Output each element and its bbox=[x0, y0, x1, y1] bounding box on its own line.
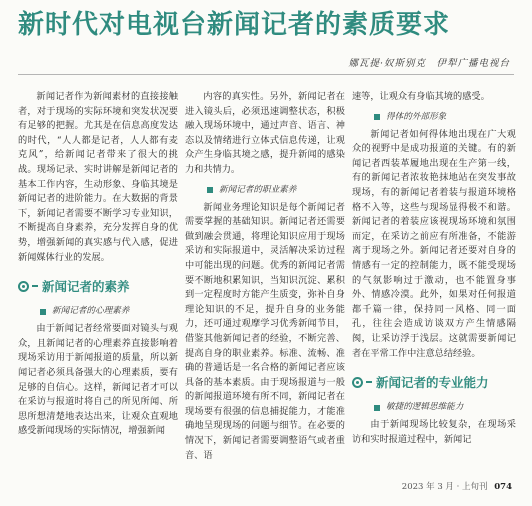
page-footer bbox=[402, 480, 512, 494]
column-1 bbox=[18, 90, 178, 439]
subheading-label: 新闻记者的心理素养 bbox=[52, 306, 130, 317]
section-dash-icon bbox=[366, 381, 372, 383]
intro-paragraph: 新闻记者作为新闻素材的直接接触者，对于现场的实际环境和突发状况要有足够的把握。尤其是在信息高度发达的时代，“人人都是记者，人人都有麦克风”，给新闻记者带来了很大的挑战。现场记录、实时讲解是新闻记者的基本工作内容，生动形象、身临其境是新闻记者的进阶能力。在大数据的背景下，新闻记者需要不断学习专业知识，不断提高自身素养，充分发挥自身的优势，增强新闻的真实感与代入感，促进新闻媒体行业的发展。 bbox=[18, 91, 178, 263]
continued-paragraph: 内容的真实性。另外，新闻记者在进入镜头后，必须迅速调整状态，积极融入现场环境中，通过声音、语言、神态以及情绪进行立体式信息传递，让观众产生身临其境之感，提升新闻的感染力和共情力。 bbox=[185, 91, 345, 175]
subheading-psychological bbox=[40, 305, 178, 318]
appearance-paragraph: 新闻记者如何得体地出现在广大观众的视野中是成功报道的关键。有的新闻记者西装革履地出现在生产第一线，有的新闻记者浓妆艳抹地站在突发事故现场，有的新闻记者着装与报道环境格格不入等，这些与现场显得极不和谐。新闻记者的着装应该视现场环境和氛围而定，在采访之前应有所准备，不能游离于现场之外。新闻记者还要对自身的情感有一定的控制能力，既不能受现场的气氛影响过于激动，也不能置身事外、情感冷漠。此外，如果对任何报道都千篇一律，保持同一风格、同一面孔，往往会造成访谈双方产生情感隔阂，让采访浮于浅层。这就需要新闻记者在平常工作中注意总结经验。 bbox=[352, 128, 516, 359]
subheading-label: 得体的外部形象 bbox=[386, 111, 447, 122]
subheading-label: 敏捷的逻辑思维能力 bbox=[386, 402, 464, 413]
subheading-appearance bbox=[374, 111, 516, 124]
logic-paragraph: 由于新闻现场比较复杂，在现场采访和实时报道过程中，新闻记 bbox=[352, 419, 516, 445]
article-title: 新时代对电视台新闻记者的素质要求 bbox=[18, 10, 451, 40]
section-heading-literacy bbox=[18, 277, 178, 295]
page-number: 074 bbox=[494, 482, 512, 492]
section-heading-label: 新闻记者的素养 bbox=[42, 279, 130, 295]
subheading-professional bbox=[207, 184, 345, 197]
subheading-label: 新闻记者的职业素养 bbox=[219, 184, 297, 195]
column-2 bbox=[185, 90, 345, 463]
psychological-paragraph: 由于新闻记者经常要面对镜头与观众，且新闻记者的心理素养直接影响着现场采访用于新闻报道的质量，所以新闻记者必须具备强大的心理素质，要有足够的自信心。这样，新闻记者才可以在采访与报道时将自己的所见所闻、所思所想清楚地表达出来，让观众直观地感受新闻现场的实际情况，增强新闻 bbox=[18, 323, 178, 437]
square-bullet-icon bbox=[207, 187, 213, 193]
author-byline: 娜瓦提·奴斯别克 伊犁广播电视台 bbox=[348, 58, 510, 69]
section-heading-label: 新闻记者的专业能力 bbox=[376, 375, 489, 391]
issue-date: 2023 年 3 月 · 上旬刊 bbox=[401, 482, 488, 492]
section-bullet-icon bbox=[18, 281, 29, 292]
continued-paragraph: 速等，让观众有身临其境的感受。 bbox=[352, 91, 490, 102]
square-bullet-icon bbox=[40, 309, 46, 315]
subheading-logic bbox=[374, 401, 516, 414]
column-3 bbox=[352, 90, 516, 447]
section-dash-icon bbox=[32, 285, 38, 287]
header-divider bbox=[18, 74, 514, 75]
square-bullet-icon bbox=[374, 405, 380, 411]
section-bullet-icon bbox=[352, 377, 363, 388]
section-heading-ability bbox=[352, 373, 516, 391]
square-bullet-icon bbox=[374, 114, 380, 120]
professional-paragraph: 新闻业务理论知识是每个新闻记者需要掌握的基础知识。新闻记者还需要做到融会贯通，将理论知识应用于现场采访和实际报道中，灵活解决采访过程中可能出现的问题。优秀的新闻记者需要不断地积累知识，当知识沉淀、累积到一定程度时方能产生质变，弥补自身理论知识的不足，提升自身的业务能力，还可通过观摩学习优秀新闻节目，借鉴其他新闻记者的经验，不断完善、提高自身的职业素养。标准、流畅、准确的普通话是一名合格的新闻记者应该具备的基本素质。由于现场报道与一般的新闻报道环境有所不同，新闻记者在现场要有很强的信息捕捉能力，才能准确地呈现现场的问题与细节。在必要的情况下，新闻记者需要调整语气或者重音、语 bbox=[185, 201, 345, 461]
